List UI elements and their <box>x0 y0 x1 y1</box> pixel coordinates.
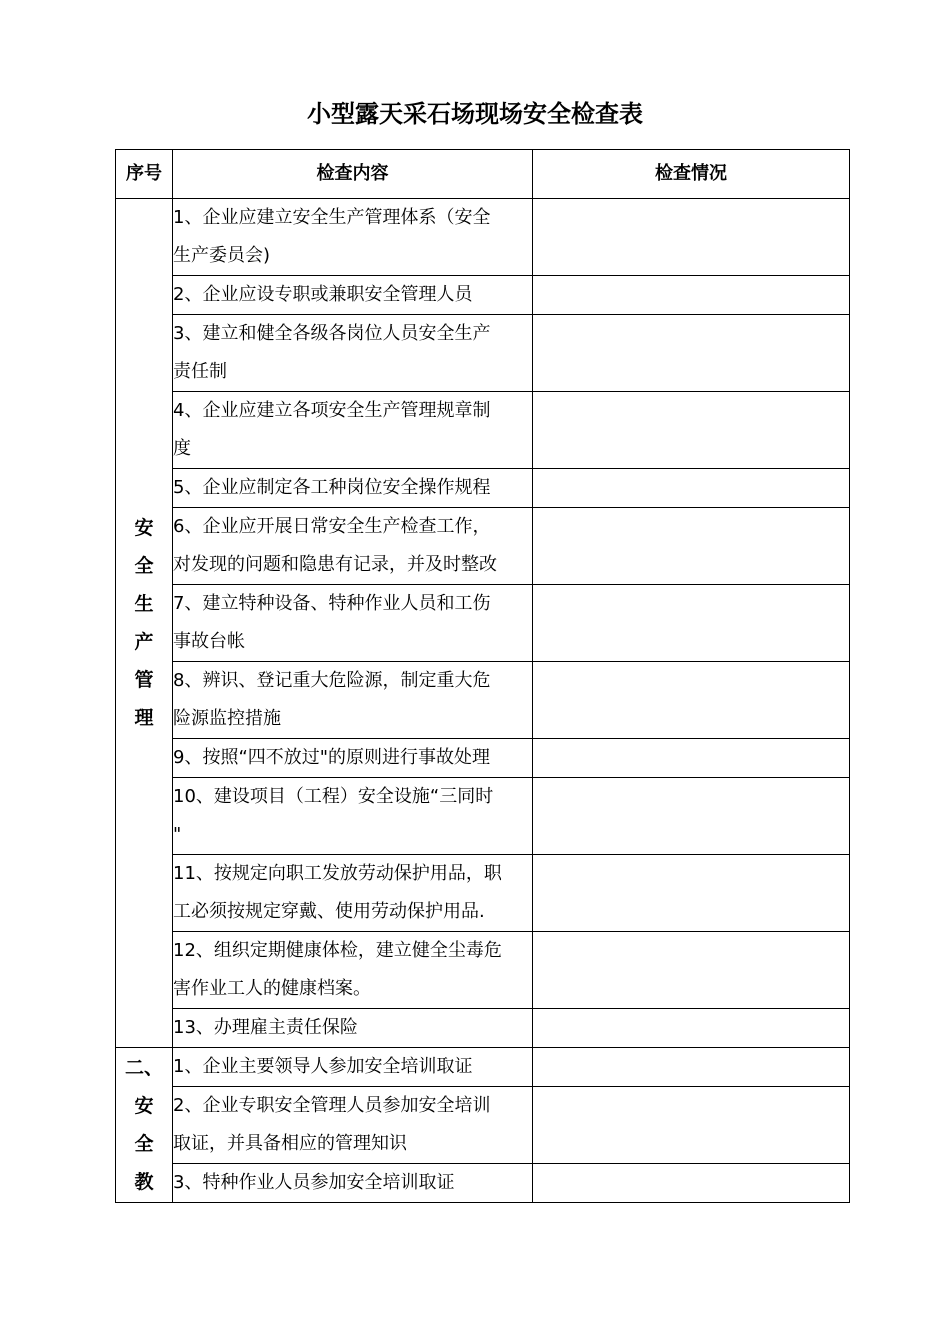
table-row <box>116 392 850 469</box>
check-status-cell[interactable] <box>533 739 850 778</box>
check-item-content: 11、按规定向职工发放劳动保护用品，职 工必须按规定穿戴、使用劳动保护用品. <box>173 855 533 932</box>
inspection-table <box>115 149 850 1203</box>
check-status-cell[interactable] <box>533 778 850 855</box>
check-status-cell[interactable] <box>533 315 850 392</box>
table-row <box>116 739 850 778</box>
check-item-content: 7、建立特种设备、特种作业人员和工伤 事故台帐 <box>173 585 533 662</box>
page-title: 小型露天采石场现场安全检查表 <box>307 100 643 128</box>
check-status-cell[interactable] <box>533 469 850 508</box>
check-status-cell[interactable] <box>533 1164 850 1203</box>
check-status-cell[interactable] <box>533 199 850 276</box>
header-cell-status: 检查情况 <box>533 150 850 199</box>
check-item-content: 13、办理雇主责任保险 <box>173 1009 533 1048</box>
check-status-cell[interactable] <box>533 932 850 1009</box>
check-item-content: 4、企业应建立各项安全生产管理规章制 度 <box>173 392 533 469</box>
table-header-row <box>116 150 850 199</box>
inspection-table-body <box>116 150 850 1203</box>
check-status-cell[interactable] <box>533 1048 850 1087</box>
check-status-cell[interactable] <box>533 276 850 315</box>
section-label: 二、 安 全 教 <box>124 1057 163 1193</box>
table-row <box>116 585 850 662</box>
table-row <box>116 1048 850 1087</box>
check-status-cell[interactable] <box>533 1087 850 1164</box>
check-item-content: 6、企业应开展日常安全生产检查工作， 对发现的问题和隐患有记录，并及时整改 <box>173 508 533 585</box>
check-item-content: 8、辨识、登记重大危险源，制定重大危 险源监控措施 <box>173 662 533 739</box>
table-row <box>116 855 850 932</box>
check-status-cell[interactable] <box>533 508 850 585</box>
table-row <box>116 778 850 855</box>
table-row <box>116 199 850 276</box>
check-status-cell[interactable] <box>533 1009 850 1048</box>
check-item-content: 1、企业应建立安全生产管理体系（安全 生产委员会) <box>173 199 533 276</box>
check-status-cell[interactable] <box>533 662 850 739</box>
table-row <box>116 508 850 585</box>
table-row <box>116 662 850 739</box>
section-label-cell <box>116 1048 173 1203</box>
check-item-content: 10、建设项目（工程）安全设施“三同时 " <box>173 778 533 855</box>
check-status-cell[interactable] <box>533 585 850 662</box>
table-row <box>116 315 850 392</box>
table-row <box>116 469 850 508</box>
section-label: 安 全 生 产 管 理 <box>134 517 154 729</box>
table-row <box>116 1009 850 1048</box>
table-row <box>116 276 850 315</box>
check-item-content: 3、特种作业人员参加安全培训取证 <box>173 1164 533 1203</box>
check-status-cell[interactable] <box>533 392 850 469</box>
header-cell-content: 检查内容 <box>173 150 533 199</box>
check-item-content: 12、组织定期健康体检，建立健全尘毒危 害作业工人的健康档案。 <box>173 932 533 1009</box>
table-row <box>116 932 850 1009</box>
section-label-cell <box>116 199 173 1048</box>
check-item-content: 9、按照“四不放过"的原则进行事故处理 <box>173 739 533 778</box>
header-cell-no: 序号 <box>116 150 173 199</box>
check-item-content: 2、企业专职安全管理人员参加安全培训 取证，并具备相应的管理知识 <box>173 1087 533 1164</box>
table-row <box>116 1087 850 1164</box>
check-item-content: 2、企业应设专职或兼职安全管理人员 <box>173 276 533 315</box>
check-item-content: 1、企业主要领导人参加安全培训取证 <box>173 1048 533 1087</box>
check-item-content: 3、建立和健全各级各岗位人员安全生产 责任制 <box>173 315 533 392</box>
table-row <box>116 1164 850 1203</box>
check-status-cell[interactable] <box>533 855 850 932</box>
check-item-content: 5、企业应制定各工种岗位安全操作规程 <box>173 469 533 508</box>
